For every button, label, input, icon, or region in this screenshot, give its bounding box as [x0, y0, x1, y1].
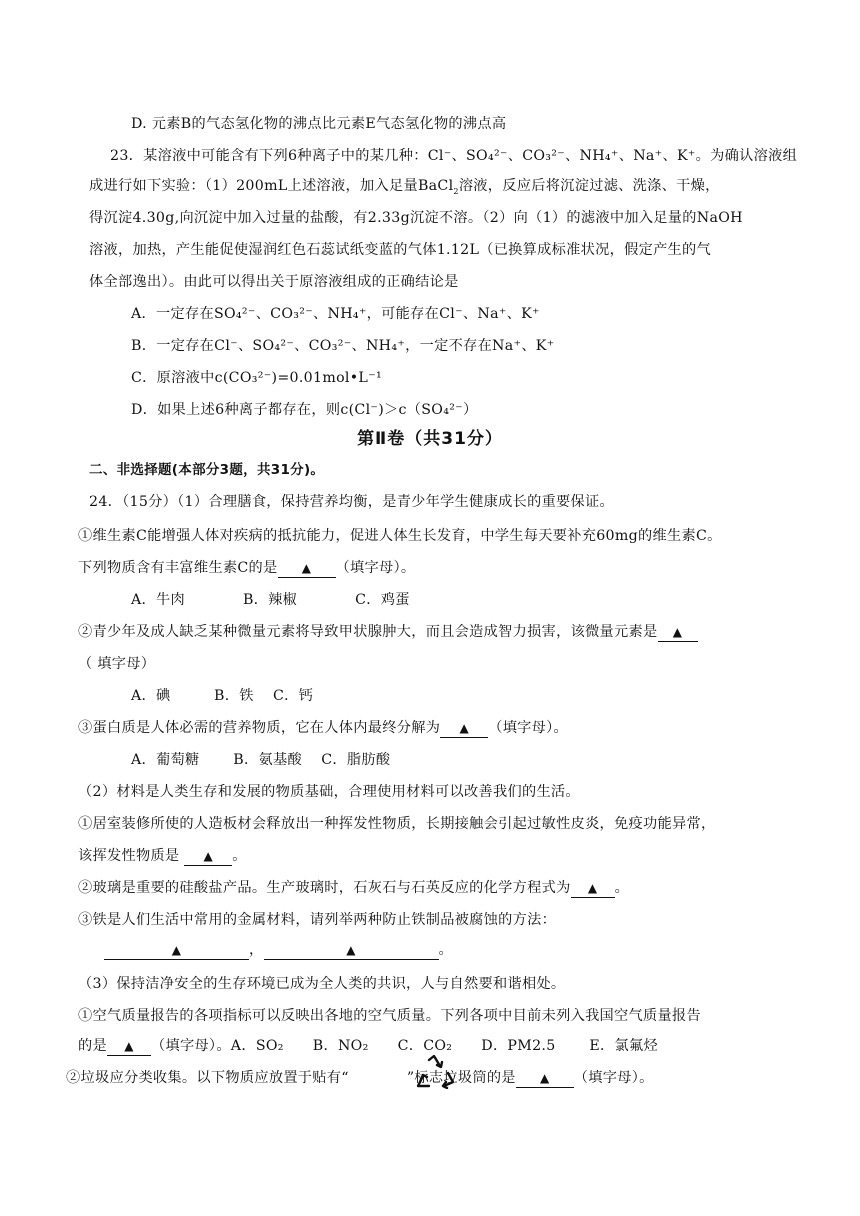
q23-option-b: B．一定存在Cl⁻、SO₄²⁻、CO₃²⁻、NH₄⁺，一定不存在Na⁺、K⁺	[131, 338, 555, 354]
q24-3-1-text: ①空气质量报告的各项指标可以反映出各地的空气质量。下列各项中目前未列入我国空气质量报告	[78, 1008, 701, 1024]
q24-2-1-text: ①居室装修所使的人造板材会释放出一种挥发性物质，长期接触会引起过敏性皮炎，免疫功能异常，	[78, 816, 716, 832]
q23-stem-line5: 体全部逸出）。由此可以得出关于原溶液组成的正确结论是	[89, 274, 459, 290]
answer-blank[interactable]	[571, 880, 615, 898]
q23-stem-line4: 溶液，加热，产生能促使湿润红色石蕊试纸变蓝的气体1.12L（已换算成标准状况，假定产生的气	[89, 242, 712, 258]
q23-ions: Cl⁻、SO₄²⁻、CO₃²⁻、NH₄⁺、Na⁺、K⁺	[427, 148, 696, 164]
q24-1-3-suffix: （填字母）。	[488, 720, 569, 736]
blank-mark-icon: ▲	[171, 943, 182, 957]
blank-mark-icon: ▲	[540, 1071, 550, 1085]
q23-stem-line2: 成进行如下实验：（1）200mL上述溶液，加入足量BaCl$_2$溶液，反应后将沉淀过滤、洗涤、干燥，	[89, 178, 720, 196]
q23-stem-text-end: 。为确认溶液组	[695, 148, 798, 164]
q24-1-2-question	[78, 622, 698, 642]
q24-2-1-prompt: 该挥发性物质是	[78, 848, 185, 864]
answer-blank[interactable]	[264, 942, 439, 960]
answer-blank[interactable]	[104, 942, 249, 960]
q24-1-1-text: ①维生素C能增强人体对疾病的抵抗能力，促进人体生长发育，中学生每天要补充60mg的维生素C。	[78, 528, 722, 544]
q24-3-stem: （3）保持洁净安全的生存环境已成为全人类的共识，人与自然要和谐相处。	[78, 976, 566, 992]
recycle-icon	[415, 1055, 455, 1089]
punct: 。	[232, 848, 247, 864]
blank-mark-icon: ▲	[301, 561, 312, 575]
answer-blank[interactable]	[516, 1070, 574, 1088]
q24-3-2-prompt: ②垃圾应分类收集。以下物质应放置于贴有“	[66, 1070, 349, 1086]
q24-1-2-options: A．碘 B．铁 C．钙	[131, 688, 314, 704]
q23-option-d: D．如果上述6种离子都存在，则c(Cl⁻)＞c（SO₄²⁻）	[131, 402, 478, 418]
q24-3-2-question	[66, 1068, 654, 1088]
q23-stem-text: 23．某溶液中可能含有下列6种离子中的某几种：	[110, 148, 428, 164]
q24-1-3-question	[78, 718, 568, 738]
q24-2-1-question	[78, 846, 247, 866]
blank-mark-icon: ▲	[459, 721, 469, 735]
section-title: 第Ⅱ卷（共31分）	[357, 429, 503, 449]
q24-3-1-options: （填字母）。A．SO₂ B．NO₂ C．CO₂ D．PM2.5 E．氯氟烃	[150, 1038, 658, 1054]
q24-2-3-text: ③铁是人们生活中常用的金属材料，请列举两种防止铁制品被腐蚀的方法：	[78, 912, 557, 928]
q24-1-3-options: A．葡萄糖 B．氨基酸 C．脂肪酸	[131, 752, 391, 768]
answer-blank[interactable]	[658, 624, 698, 642]
blank-mark-icon: ▲	[124, 1039, 134, 1053]
q23-experiment-1b: 溶液，反应后将沉淀过滤、洗涤、干燥，	[458, 178, 720, 194]
answer-blank[interactable]	[278, 560, 336, 578]
blank-mark-icon: ▲	[587, 881, 598, 895]
q24-stem: 24．（15分）（1）合理膳食，保持营养均衡，是青少年学生健康成长的重要保证。	[89, 494, 615, 510]
q24-1-2-suffix: （ 填字母）	[78, 656, 156, 672]
answer-blank[interactable]	[440, 720, 488, 738]
q24-1-1-options: A．牛肉 B．辣椒 C．鸡蛋	[131, 592, 410, 608]
answer-blank[interactable]	[184, 848, 232, 866]
q23-stem-line3: 得沉淀4.30g,向沉淀中加入过量的盐酸，有2.33g沉淀不溶。（2）向（1）的滤液中加入足量的NaOH	[89, 210, 743, 226]
q24-2-2-prompt: ②玻璃是重要的硅酸盐产品。生产玻璃时，石灰石与石英反应的化学方程式为	[78, 880, 571, 896]
blank-mark-icon: ▲	[203, 849, 213, 863]
q24-1-1-suffix: （填字母）。	[335, 560, 416, 576]
q23-option-a: A．一定存在SO₄²⁻、CO₃²⁻、NH₄⁺，可能存在Cl⁻、Na⁺、K⁺	[131, 306, 540, 322]
q23-experiment-1: 成进行如下实验：（1）200mL上述溶液，加入足量BaCl	[89, 178, 454, 194]
blank-mark-icon: ▲	[672, 625, 683, 639]
q24-3-2-suffix: （填字母）。	[573, 1070, 654, 1086]
q24-1-1-prompt: 下列物质含有丰富维生素C的是	[78, 560, 278, 576]
q23-stem-line1	[110, 146, 797, 166]
q24-2-2-question	[78, 878, 629, 898]
q24-3-1-question	[78, 1036, 658, 1056]
q23-option-c: C．原溶液中c(CO₃²⁻)=0.01mol•L⁻¹	[131, 370, 382, 386]
q24-1-1-question	[78, 558, 415, 578]
q24-3-2-middle: ”标志垃圾筒的是	[406, 1070, 516, 1086]
punct: ，	[249, 942, 264, 958]
part-heading: 二、非选择题(本部分3题，共31分)。	[89, 462, 325, 478]
q24-1-3-prompt: ③蛋白质是人体必需的营养物质，它在人体内最终分解为	[78, 720, 441, 736]
q24-2-3-answers	[104, 940, 453, 960]
punct: 。	[438, 942, 453, 958]
q22-option-d: D. 元素B的气态氢化物的沸点比元素E气态氢化物的沸点高	[131, 116, 507, 132]
punct: 。	[614, 880, 630, 896]
blank-mark-icon: ▲	[346, 943, 356, 957]
q24-2-stem: （2）材料是人类生存和发展的物质基础，合理使用材料可以改善我们的生活。	[78, 784, 580, 800]
q24-1-2-prompt: ②青少年及成人缺乏某种微量元素将导致甲状腺肿大，而且会造成智力损害，该微量元素是	[78, 624, 658, 640]
q24-3-1-prompt: 的是	[78, 1038, 107, 1054]
answer-blank[interactable]	[107, 1038, 151, 1056]
